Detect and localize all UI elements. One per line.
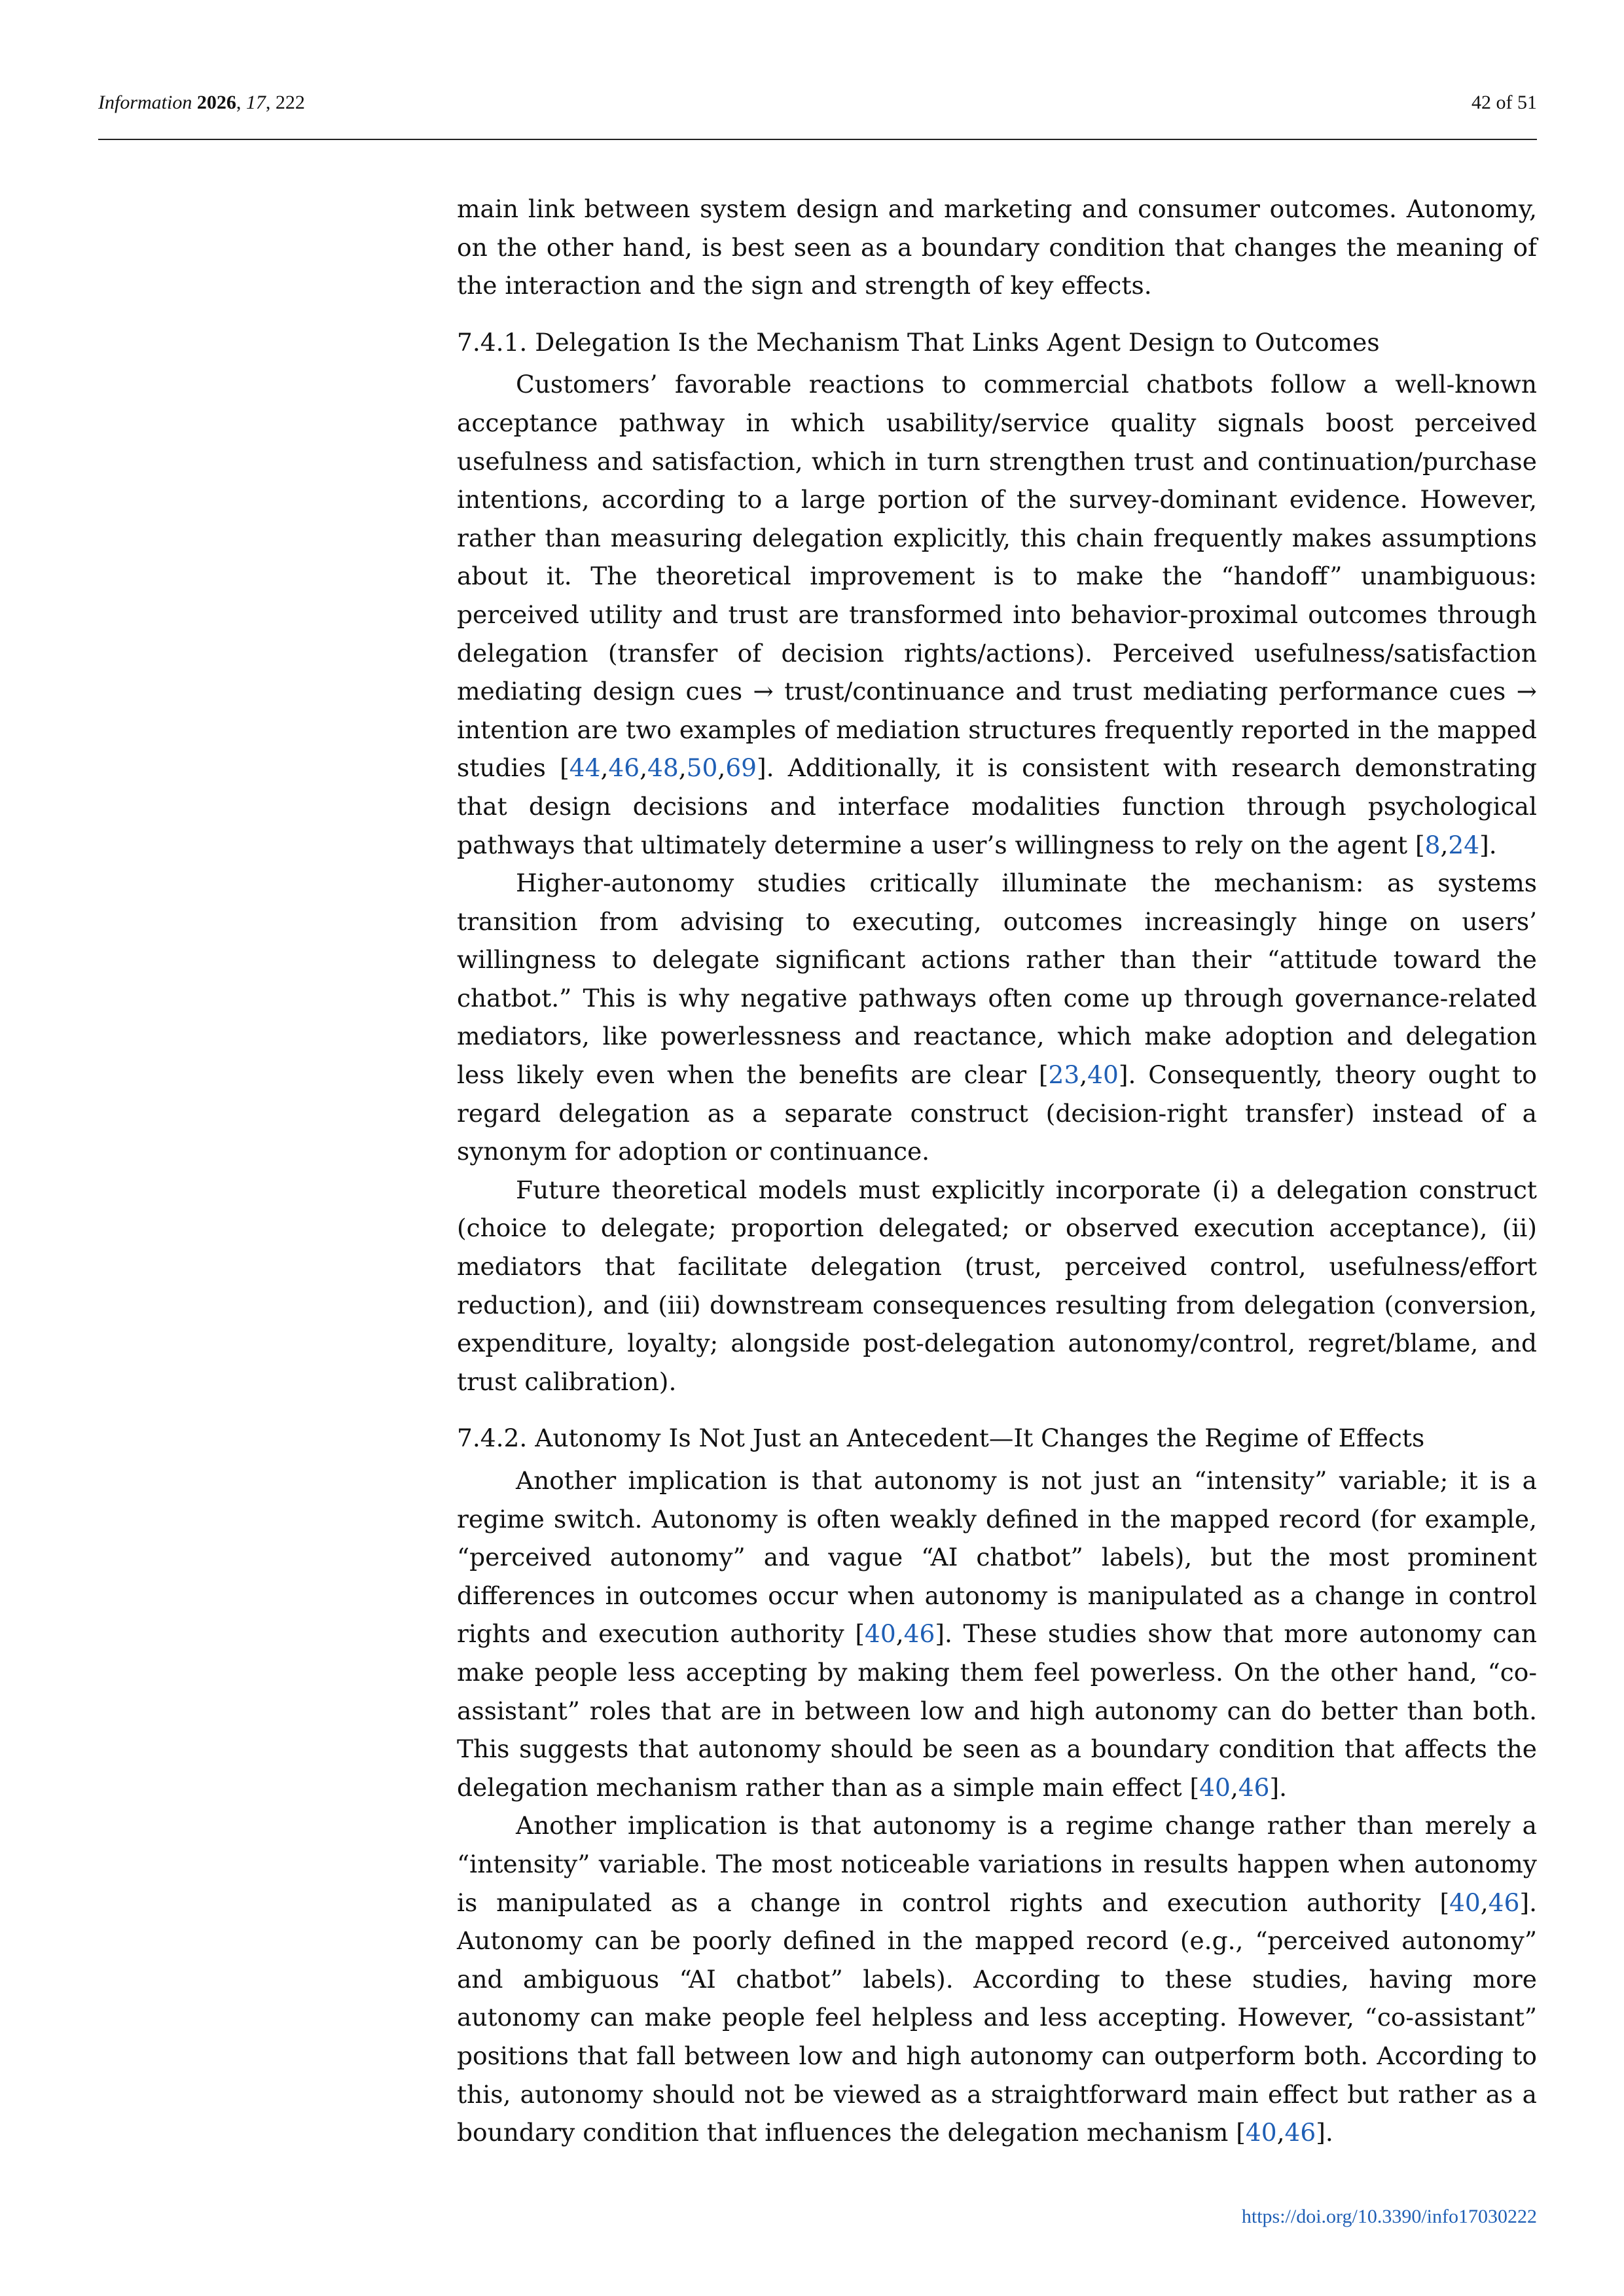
section-heading-7-4-1: 7.4.1. Delegation Is the Mechanism That Links Agent Design to Outcomes — [457, 327, 1380, 357]
citation-link[interactable]: 24 — [1448, 830, 1480, 859]
citation-link[interactable]: 23 — [1048, 1060, 1080, 1090]
paragraph-regime-switch: Another implication is that autonomy is not just an “intensity” variable; it is a regime switch. Autonomy is often weakly defined in the mapped record (for example, “perceived autonomy” and vague “AI chatbot” labels), but the most prominent differences in outcomes occur when autonomy is manipulated as a change in control rights and execution authority [40,46]. These studies show that more autonomy can make people less accepting by making them feel powerless. On the other hand, “co-assistant” roles that are in between low and high autonomy can do better than both. This suggests that autonomy should be seen as a boundary condition that affects the delegation mechanism rather than as a simple main effect [40,46]. — [457, 1466, 1537, 1802]
citation-link[interactable]: 46 — [1284, 2118, 1316, 2147]
citation-link[interactable]: 48 — [647, 753, 679, 783]
citation-link[interactable]: 8 — [1424, 830, 1441, 859]
citation-link[interactable]: 46 — [903, 1619, 935, 1649]
paragraph-delegation-mechanism: Customers’ favorable reactions to commercial chatbots follow a well-known acceptance pathway in which usability/service quality signals boost perceived usefulness and satisfaction, which in turn strengthen trust and continuation/purchase intentions, according to a large portion of the survey-dominant evidence. However, rather than measuring delegation explicitly, this chain frequently makes assumptions about it. The theoretical improvement is to make the “handoff” unambiguous: perceived utility and trust are transformed into behavior-proximal outcomes through delegation (transfer of decision rights/actions). Perceived usefulness/satisfaction mediating design cues → trust/continuance and trust mediating performance cues → intention are two examples of mediation structures frequently reported in the mapped studies [44,46,48,50,69]. Additionally, it is consistent with research demonstrating that design decisions and interface modalities function through psychological pathways that ultimately determine a user’s willingness to rely on the agent [8,24]. — [457, 370, 1537, 859]
citation-link[interactable]: 40 — [1245, 2118, 1277, 2147]
header-rule — [98, 139, 1537, 140]
citation-link[interactable]: 40 — [1449, 1888, 1481, 1917]
article-body — [457, 190, 1537, 2152]
paragraph-regime-change: Another implication is that autonomy is a regime change rather than merely a “intensity” variable. The most noticeable variations in results happen when autonomy is manipulated as a change in control rights and execution authority [40,46]. Autonomy can be poorly defined in the mapped record (e.g., “perceived autonomy” and ambiguous “AI chatbot” labels). According to these studies, having more autonomy can make people feel helpless and less accepting. However, “co-assistant” positions that fall between low and high autonomy can outperform both. According to this, autonomy should not be viewed as a straightforward main effect but rather as a boundary condition that influences the delegation mechanism [40,46]. — [457, 1811, 1537, 2147]
paragraph-future-models: Future theoretical models must explicitly incorporate (i) a delegation construct (choice to delegate; proportion delegated; or observed execution acceptance), (ii) mediators that facilitate delegation (trust, perceived control, usefulness/effort reduction), and (iii) downstream consequences resulting from delegation (conversion, expenditure, loyalty; alongside post-delegation autonomy/control, regret/blame, and trust calibration). — [457, 1175, 1537, 1396]
journal-name: Information — [98, 92, 192, 113]
journal-citation: Information 2026, 17, 222 — [98, 92, 305, 113]
article-number: 222 — [275, 92, 305, 113]
citation-link[interactable]: 46 — [1238, 1772, 1270, 1802]
paragraph-intro: main link between system design and marketing and consumer outcomes. Autonomy, on the other hand, is best seen as a boundary condition that changes the meaning of the interaction and the sign and strength of key effects. — [457, 194, 1537, 300]
citation-link[interactable]: 46 — [1488, 1888, 1520, 1917]
citation-link[interactable]: 40 — [1087, 1060, 1119, 1090]
citation-link[interactable]: 40 — [1199, 1772, 1231, 1802]
citation-link[interactable]: 69 — [725, 753, 757, 783]
citation-link[interactable]: 40 — [864, 1619, 896, 1649]
journal-volume: 17 — [245, 92, 266, 113]
citation-link[interactable]: 50 — [686, 753, 718, 783]
page-number: 42 of 51 — [1471, 92, 1537, 113]
journal-year: 2026 — [196, 92, 236, 113]
doi-link[interactable]: https://doi.org/10.3390/info17030222 — [1241, 2206, 1537, 2227]
citation-link[interactable]: 44 — [569, 753, 601, 783]
section-heading-7-4-2: 7.4.2. Autonomy Is Not Just an Antecedent—It Changes the Regime of Effects — [457, 1424, 1425, 1453]
citation-link[interactable]: 46 — [608, 753, 640, 783]
paragraph-higher-autonomy: Higher-autonomy studies critically illuminate the mechanism: as systems transition from advising to executing, outcomes increasingly hinge on users’ willingness to delegate significant actions rather than their “attitude toward the chatbot.” This is why negative pathways often come up through governance-related mediators, like powerlessness and reactance, which make adoption and delegation less likely even when the benefits are clear [23,40]. Consequently, theory ought to regard delegation as a separate construct (decision-right transfer) instead of a synonym for adoption or continuance. — [457, 869, 1537, 1166]
